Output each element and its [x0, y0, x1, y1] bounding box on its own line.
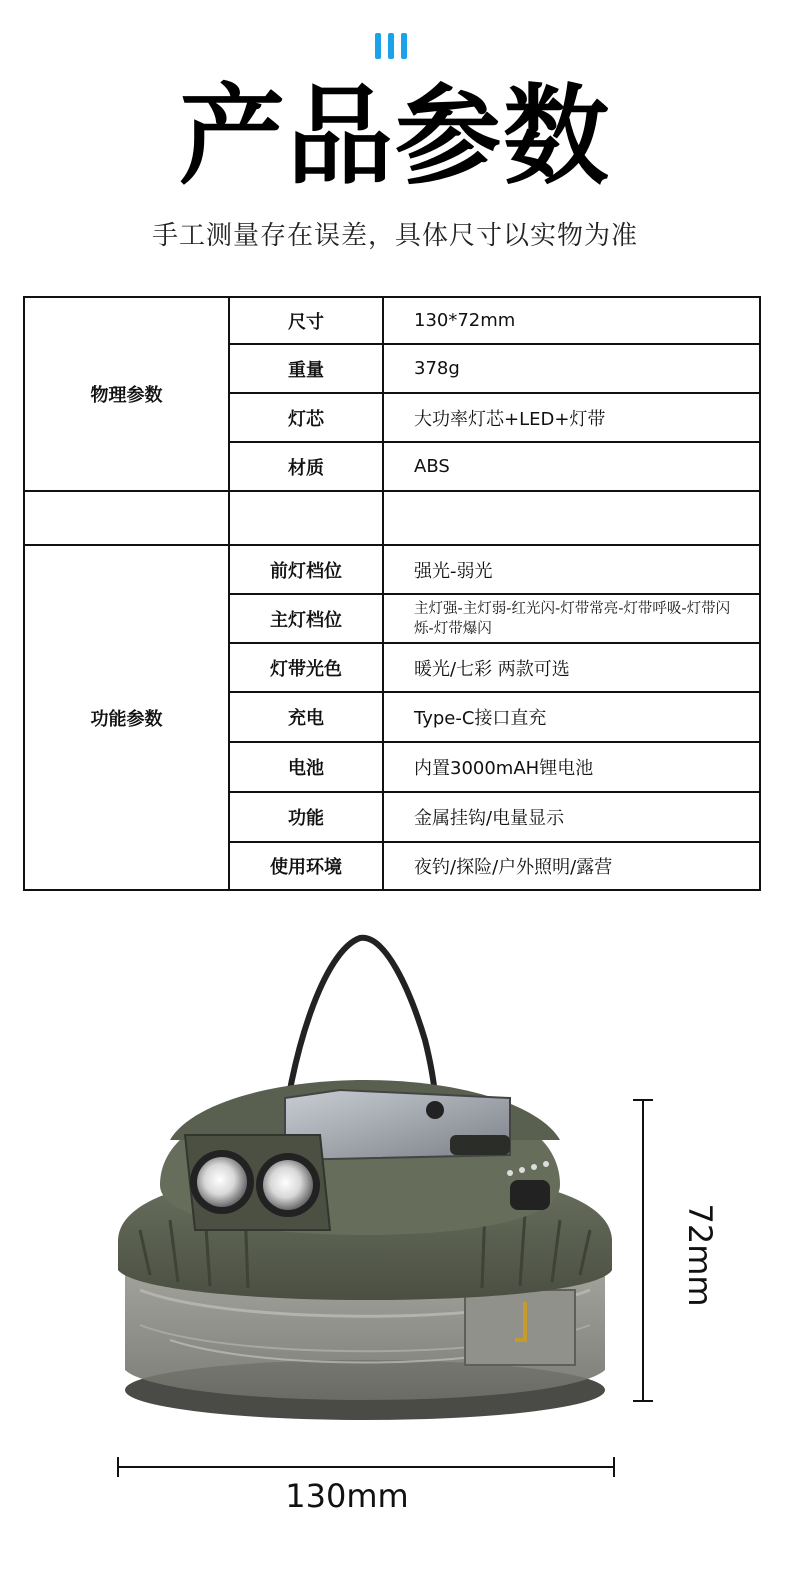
spec-label: 前灯档位	[229, 545, 383, 594]
spec-value: ABS	[383, 442, 760, 491]
group-label-physical: 物理参数	[24, 297, 229, 491]
spacer-cell	[383, 491, 760, 545]
spec-label: 使用环境	[229, 842, 383, 890]
spec-label: 主灯档位	[229, 594, 383, 643]
height-dimension-line	[633, 1099, 653, 1402]
spec-value: 内置3000mAH锂电池	[383, 742, 760, 792]
decorative-bars	[375, 33, 415, 59]
page-title: 产品参数	[179, 73, 611, 200]
height-dimension-label: 72mm	[681, 1203, 719, 1307]
spec-label: 充电	[229, 692, 383, 742]
spacer-cell	[24, 491, 229, 545]
spec-table	[23, 296, 761, 891]
camping-lantern-illustration	[110, 930, 620, 1430]
table-row	[24, 297, 760, 344]
table-row-spacer	[24, 491, 760, 545]
spec-value: Type-C接口直充	[383, 692, 760, 742]
spec-value: 强光-弱光	[383, 545, 760, 594]
spec-label: 电池	[229, 742, 383, 792]
width-dimension-label: 130mm	[285, 1477, 409, 1515]
spec-value: 大功率灯芯+LED+灯带	[383, 393, 760, 442]
spec-value: 暖光/七彩 两款可选	[383, 643, 760, 692]
group-label-function: 功能参数	[24, 545, 229, 890]
spec-value: 378g	[383, 344, 760, 393]
spec-label: 重量	[229, 344, 383, 393]
spec-value: 130*72mm	[383, 297, 760, 344]
spec-value: 夜钓/探险/户外照明/露营	[383, 842, 760, 890]
page-subtitle: 手工测量存在误差，具体尺寸以实物为准	[151, 221, 638, 251]
spec-label: 材质	[229, 442, 383, 491]
spec-label: 功能	[229, 792, 383, 842]
spec-label: 灯带光色	[229, 643, 383, 692]
spec-value: 主灯强-主灯弱-红光闪-灯带常亮-灯带呼吸-灯带闪烁-灯带爆闪	[383, 594, 760, 643]
spec-value: 金属挂钩/电量显示	[383, 792, 760, 842]
spec-label: 尺寸	[229, 297, 383, 344]
spacer-cell	[229, 491, 383, 545]
table-row	[24, 545, 760, 594]
width-dimension-line	[117, 1457, 615, 1477]
spec-label: 灯芯	[229, 393, 383, 442]
